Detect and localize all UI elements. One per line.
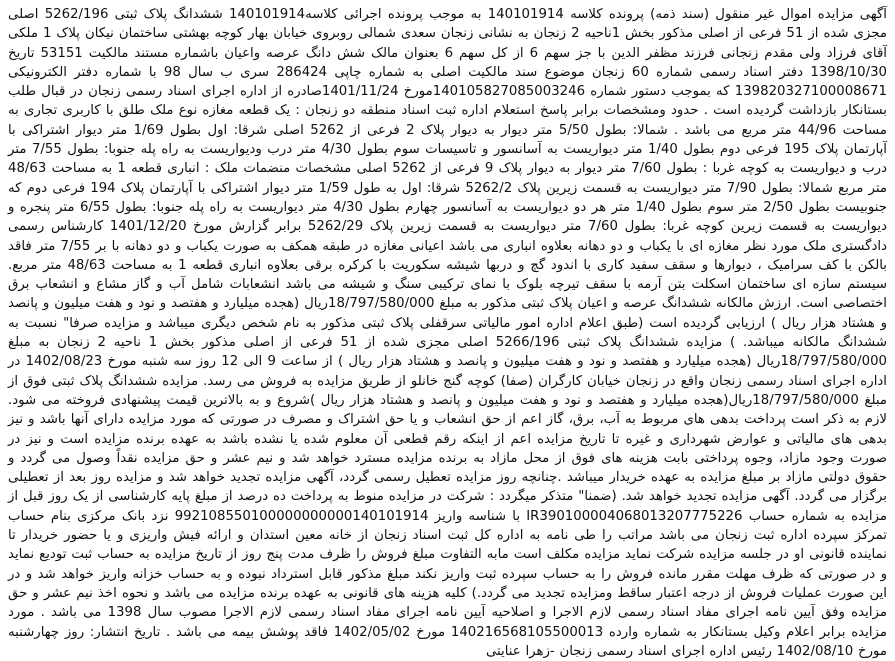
auction-notice-text: آگهی مزایده اموال غیر منقول (سند ذمه) پرونده کلاسه 140101914 به موجب پرونده اجرائی کلاسه140101914 ششدانگ پلاک ثبتی 5262/196 اصلی مجزی شده از 51 فرعی از اصلی مذکور بخش 1ناحیه 2 زنجان به نشانی زنجان سعدی شمالی روبروی خیابان بهار کوچه بهشتی ساختمان نیکان پلاک 1 ملکی آقای فرزاد ولی مقدم زنجانی فرزند مظفر الدین با جز سهم 6 از کل سهم 6 بعنوان مالک شش دانگ عرصه واعیان باشماره مستند مالکیت 53151 تاریخ 1398/10/30 دفتر اسناد رسمی شماره 60 زنجان موضوع سند مالکیت اصلی به شماره چاپی 286424 سری ب سال 98 با شماره دفتر الکترونیکی 139820327100008671 که بموجب دستور شماره 140105827085003246مورخ 1401/11/24صادره از اداره اجرای اسناد رسمی زنجان در قبال طلب بستانکار بازداشت گردیده است . حدود ومشخصات برابر پاسخ استعلام اداره ثبت اسناد منطقه دو زنجان : یک قطعه مغازه نوع ملک طلق با کاربری تجاری به مساحت 44/96 متر مربع می باشد . شمالا: بطول 5/50 متر دیوار به دیوار پلاک 2 فرعی از 5262 اصلی شرقا: اول بطول 1/69 متر دیوار اشتراکی با آپارتمان پلاک 195 فرعی دوم بطول 1/40 متر دیواریست به آسانسور و تاسیسات سوم بطول 4/30 متر درب ودیواریست به راه پله جنوبا: بطول 7/55 متر درب و دیواریست به کوچه غربا : بطول 7/60 متر دیوار به دیوار پلاک 9 فرعی از 5262 اصلی مشخصات منضمات ملک : انباری قطعه 1 به مساحت 48/63 متر مربع شمالا: بطول 7/90 متر دیواریست به قسمت زیرین پلاک 5262/2 شرقا: اول به طول 1/59 متر دیوار اشتراکی با آپارتمان پلاک 194 فرعی دوم که جنوبیست بطول 2/50 متر سوم بطول 1/40 متر هر دو دیواریست به آسانسور چهارم بطول 4/30 متر دیواریست به راه پله جنوبا: بطول 6/55 متر پنجره و دیواریست به قسمت زیرین کوچه غربا: بطول 7/60 متر دیواریست به قسمت زیرین پلاک 5262/29 برابر گزارش مورخ 1401/12/20 کارشناس رسمی دادگستری ملک مورد نظر مغازه ای با یکباب و دو دهانه بعلاوه انباری می باشد اعیانی مغازه در طبقه همکف به صورت یکباب و دو دهانه با بر 7/55 متر فاقد بالکن با کف سرامیک ، دیوارها و سقف سفید کاری با اندود گچ و دربها شیشه سکوریت با کرکره برقی بعلاوه انباری قطعه 1 به مساحت 48/63 متر مربع. سیستم سازه ای ساختمان اسکلت بتن آرمه با سقف تیرچه بلوک با نمای ترکیبی سنگ و شیشه می باشد انشعابات شامل آب و گاز مشاع و انشعاب برق اختصاصی است. ارزش مالکانه ششدانگ عرصه و اعیان پلاک ثبتی مذکور به مبلغ 18/797/580/000ریال (هجده میلیارد و هفتصد و نود و هفت میلیون و پانصد و هشتاد هزار ریال ) ارزیابی گردیده است (طبق اعلام اداره امور مالیاتی سرقفلی پلاک ثبتی مذکور به نام شخص دیگری میباشد و مزایده صرفا" نسبت به ششدانگ مالکانه میباشد. ) مزایده ششدانگ پلاک ثبتی 5266/196 اصلی مجزی شده از 51 فرعی از اصلی مذکور بخش 1 ناحیه 2 زنجان به مبلغ 18/797/580/000ریال (هجده میلیارد و هفتصد و نود و هفت میلیون و پانصد و هشتاد هزار ریال ) از ساعت 9 الی 12 روز سه شنبه مورخ 1402/08/23 در اداره اجرای اسناد رسمی زنجان واقع در زنجان خیابان کارگران (صفا) کوچه گنج خانلو از طریق مزایده به فروش می رسد. مزایده ششدانگ پلاک ثبتی فوق از مبلغ 18/797/580/000ریال(هجده میلیارد و هفتصد و نود و هفت میلیون و پانصد و هشتاد هزار ریال )شروع و به بالاترین قیمت پیشنهادی فروخته می شود. لازم به ذکر است پرداخت بدهی های مربوط به آب، برق، گاز اعم از حق انشعاب و یا حق اشتراک و مصرف در صورتی که مورد مزایده دارای آنها باشد و نیز بدهی های مالیاتی و عوارض شهرداری و غیره تا تاریخ مزایده اعم از اینکه رقم قطعی آن معلوم شده یا نشده باشد به عهده برنده مزایده است و نیز در صورت وجود مازاد، وجوه پرداختی بابت هزینه های فوق از محل مازاد به برنده مزایده مسترد خواهد شد و نیم عشر و حق مزایده نقداً وصول می گردد و حقوق دولتی مازاد بر مبلغ مزایده به عهده خریدار میباشد .چنانچه روز مزایده تعطیل رسمی گردد، آگهی مزایده تجدید خواهد شد و مزایده روز بعد از تعطیلی برگزار می گردد. آگهی مزایده تجدید خواهد شد. (ضمنا" متذکر میگردد : شرکت در مزایده منوط به پرداخت ده درصد از مبلغ پایه کارشناسی از یک روز قبل از مزایده به شماره حساب IR390100004068013207775226 با شناسه واریز 992108550100000000000140101914 نزد بانک مرکزی بنام حساب تمرکز سپرده اداره ثبت زنجان می باشد مراتب را طی نامه به اداره کل ثبت اسناد زنجان از خانه معین استدان و ارائه فیش واریزی و یا حضور خریدار تا نماینده قانونی او در جلسه مزایده شرکت نماید مزایده مکلف است مابه التفاوت مبلغ فروش را ظرف مدت پنج روز از تاریخ مزایده به حساب ثبت تودیع نماید و در صورتی که ظرف مهلت مقرر مانده فروش را به حساب سپرده ثبت واریز نکند مبلغ مذکور قابل استرداد نبوده و به حساب خزانه واریز خواهد شد و در این صورت عملیات فروش از درجه اعتبار ساقط ومزایده تجدید می گردد.) کلیه هزینه های قانونی به عهده برنده مزایده می باشد و نحوه اخذ نیم عشر و حق مزایده وفق آیین نامه اجرای مفاد اسناد رسمی لازم الاجرا و اصلاحیه آیین نامه اجرای مفاد اسناد رسمی لازم الاجرا مصوب سال 1398 می باشد . مورد مزایده برابر اعلام وکیل بستانکار به شماره وارده 140216568105500013 مورخ 1402/05/02 فاقد پوشش بیمه می باشد . تاریخ انتشار: روز چهارشنبه مورخ 1402/08/10 رئیس اداره اجرای اسناد رسمی زنجان -زهرا عنایتی <box>8 7 888 659</box>
